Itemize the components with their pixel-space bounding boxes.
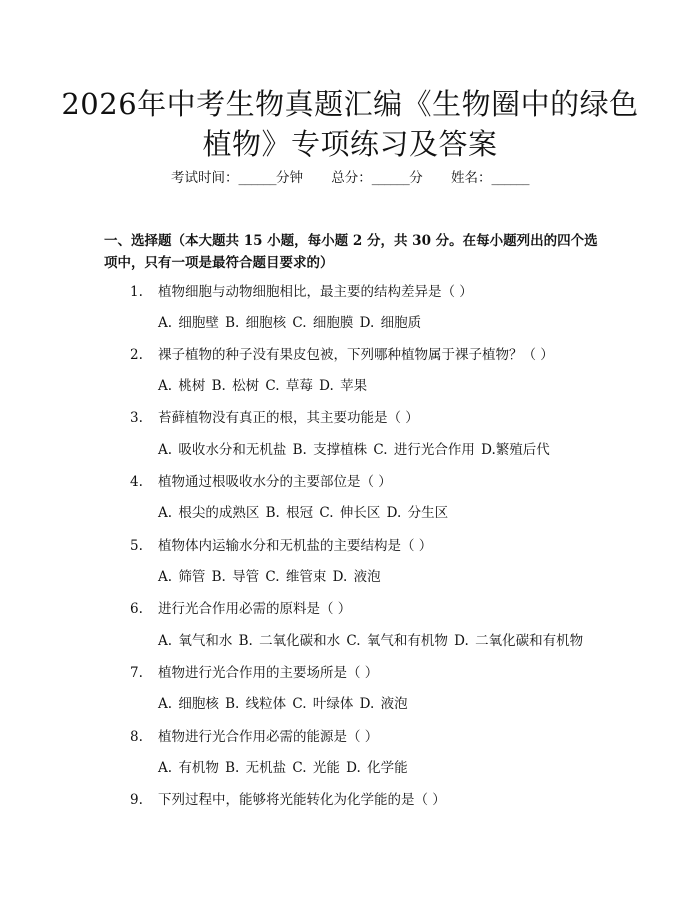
total-score-blank: ______ [371, 170, 410, 186]
student-name-field [451, 170, 529, 186]
question-number: 2. [130, 347, 143, 363]
question-stem: 植物体内运输水分和无机盐的主要结构是（ ） [158, 538, 433, 554]
question-number: 6. [130, 601, 143, 617]
question-3-options: A. 吸收水分和无机盐 B. 支撑植株 C. 进行光合作用 D.繁殖后代 [158, 442, 550, 458]
question-1-options: A. 细胞壁 B. 细胞核 C. 细胞膜 D. 细胞质 [158, 315, 422, 331]
question-stem: 下列过程中，能够将光能转化为化学能的是（ ） [158, 792, 446, 808]
question-stem: 植物进行光合作用的主要场所是（ ） [158, 665, 379, 681]
question-8-options: A. 有机物 B. 无机盐 C. 光能 D. 化学能 [158, 760, 408, 776]
question-stem: 苔藓植物没有真正的根，其主要功能是（ ） [158, 410, 419, 426]
question-number: 5. [130, 538, 143, 554]
question-6-options: A. 氧气和水 B. 二氧化碳和水 C. 氧气和有机物 D. 二氧化碳和有机物 [158, 633, 584, 649]
document-title [60, 84, 640, 164]
exam-time-blank: ______ [238, 170, 276, 186]
question-stem: 植物进行光合作用必需的能源是（ ） [158, 729, 379, 745]
question-stem: 裸子植物的种子没有果皮包被，下列哪种植物属于裸子植物？（ ） [158, 347, 554, 363]
question-number: 1. [130, 284, 143, 300]
question-number: 7. [130, 665, 143, 681]
question-7-options: A. 细胞核 B. 线粒体 C. 叶绿体 D. 液泡 [158, 696, 408, 712]
total-score-field [331, 170, 423, 186]
question-number: 8. [130, 729, 143, 745]
total-score-unit: 分 [409, 170, 423, 186]
question-stem: 植物细胞与动物细胞相比，最主要的结构差异是（ ） [158, 284, 473, 300]
question-4-options: A. 根尖的成熟区 B. 根冠 C. 伸长区 D. 分生区 [158, 505, 449, 521]
exam-time-unit: 分钟 [275, 170, 303, 186]
student-name-label: 姓名： [451, 170, 492, 186]
total-score-label: 总分： [331, 170, 372, 186]
title-line-1: 2026年中考生物真题汇编《生物圈中的绿色 [61, 87, 639, 121]
question-5-options: A. 筛管 B. 导管 C. 维管束 D. 液泡 [158, 569, 381, 585]
question-stem: 植物通过根吸收水分的主要部位是（ ） [158, 474, 392, 490]
section-1-header: 一、选择题（本大题共 15 小题，每小题 2 分，共 30 分。在每小题列出的四个选项中，只有一项是最符合题目要求的） [104, 233, 598, 271]
student-name-blank: ______ [491, 170, 530, 186]
exam-info-line [0, 168, 700, 188]
question-number: 9. [130, 792, 143, 808]
question-2-options: A. 桃树 B. 松树 C. 草莓 D. 苹果 [158, 378, 368, 394]
title-line-2: 植物》专项练习及答案 [202, 127, 498, 161]
question-stem: 进行光合作用必需的原料是（ ） [158, 601, 352, 617]
question-number: 4. [130, 474, 143, 490]
question-number: 3. [130, 410, 143, 426]
exam-time-field [171, 170, 303, 186]
exam-time-label: 考试时间： [170, 170, 239, 186]
